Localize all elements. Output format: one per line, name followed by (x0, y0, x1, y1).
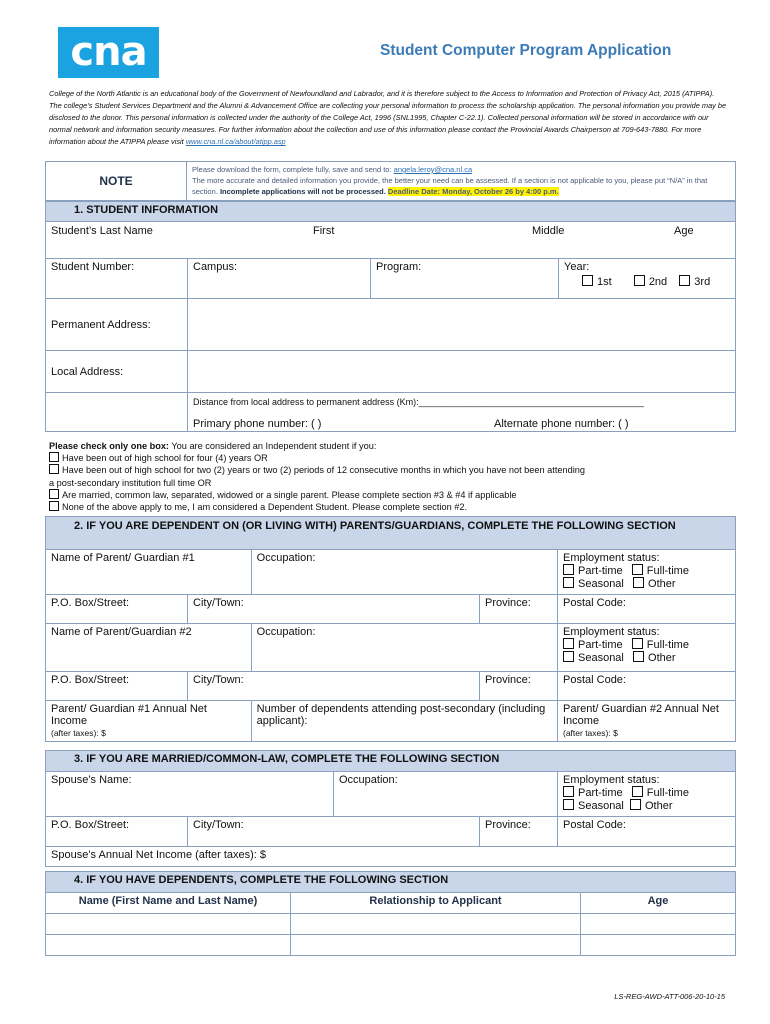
dependent-name-header: Name (First Name and Last Name) (46, 893, 291, 914)
option2-checkbox[interactable] (49, 464, 59, 474)
distance-field[interactable]: Distance from local address to permanent address (Km):_____________________________________________ (193, 397, 644, 407)
campus-label: Campus: (188, 259, 371, 299)
spouse-other-checkbox[interactable] (630, 799, 641, 810)
note-warning: Incomplete applications will not be processed. (219, 187, 386, 196)
option4-label: None of the above apply to me, I am considered a Dependent Student. Please complete section #2. (62, 502, 468, 513)
primary-phone-field[interactable]: Primary phone number: ( ) (193, 418, 322, 430)
spouse-seasonal-checkbox[interactable] (563, 799, 574, 810)
parent1-city-label: City/Town: (188, 595, 480, 624)
spouse-fulltime-checkbox[interactable] (632, 786, 643, 797)
parent2-province-label: Province: (480, 672, 558, 701)
dependents-label: Number of dependents attending post-secondary (including applicant): (251, 701, 557, 742)
parent2-parttime-checkbox[interactable] (563, 638, 574, 649)
option1-checkbox[interactable] (49, 452, 59, 462)
spouse-province-label: Province: (480, 817, 558, 847)
year3-label: 3rd (694, 276, 711, 288)
spouse-employment-label: Employment status: (563, 774, 660, 786)
note-box (45, 161, 736, 201)
local-address-label: Local Address: (46, 351, 188, 393)
parttime-label: Part-time (578, 787, 623, 799)
parent1-employment-label: Employment status: (563, 552, 660, 564)
fulltime-label: Full-time (646, 639, 689, 651)
parent1-postal-label: Postal Code: (558, 595, 736, 624)
checklist-lead: You are considered an Independent student if you: (171, 441, 377, 451)
year1-checkbox[interactable] (582, 275, 593, 286)
checklist-instruction: Please check only one box: (49, 441, 169, 451)
section4-title: 4. IF YOU HAVE DEPENDENTS, COMPLETE THE FOLLOWING SECTION (46, 872, 736, 893)
dependents-section (45, 871, 736, 956)
parent1-income-label: Parent/ Guardian #1 Annual Net Income (51, 703, 207, 727)
dependent-age-cell[interactable] (581, 935, 736, 956)
spouse-pobox-label: P.O. Box/Street: (46, 817, 188, 847)
dependent-relationship-header: Relationship to Applicant (291, 893, 581, 914)
year2-checkbox[interactable] (634, 275, 645, 286)
parent1-parttime-checkbox[interactable] (563, 564, 574, 575)
dependent-name-cell[interactable] (46, 935, 291, 956)
section2-title: 2. IF YOU ARE DEPENDENT ON (OR LIVING WITH) PARENTS/GUARDIANS, COMPLETE THE FOLLOWING SECTION (46, 517, 736, 550)
spouse-income-field[interactable]: Spouse’s Annual Net Income (after taxes): $ (46, 847, 736, 867)
permanent-address-field[interactable] (188, 299, 736, 351)
note-detail: The more accurate and detailed information you provide, the better your need can be assessed. If a section is not applicable to you, please put “N/A” in that section. (192, 176, 708, 196)
last-name-label: Student’s Last Name (51, 225, 153, 237)
dependent-relationship-cell[interactable] (291, 914, 581, 935)
option3-checkbox[interactable] (49, 489, 59, 499)
option4-checkbox[interactable] (49, 501, 59, 511)
year3-checkbox[interactable] (679, 275, 690, 286)
email-link[interactable]: angela.leroy@cna.nl.ca (393, 165, 473, 174)
parent1-seasonal-checkbox[interactable] (563, 577, 574, 588)
parent1-other-checkbox[interactable] (633, 577, 644, 588)
note-instruction: Please download the form, complete fully, save and send to: (192, 165, 392, 174)
dependent-relationship-cell[interactable] (291, 935, 581, 956)
privacy-notice (49, 88, 729, 148)
page-title: Student Computer Program Application (380, 42, 672, 59)
form-code: LS-REG-AWD-ATT-006-20-10-15 (614, 992, 725, 1001)
parent1-occupation-label: Occupation: (251, 550, 557, 595)
parent2-seasonal-checkbox[interactable] (563, 651, 574, 662)
option2-label: Have been out of high school for two (2) years or two (2) periods of 12 consecutive months in which you have not been attending (62, 465, 585, 476)
section3-title: 3. IF YOU ARE MARRIED/COMMON-LAW, COMPLETE THE FOLLOWING SECTION (46, 751, 736, 772)
dependent-age-header: Age (581, 893, 736, 914)
spouse-city-label: City/Town: (188, 817, 480, 847)
parent1-income-field[interactable]: (after taxes): $ (51, 728, 106, 738)
independence-checklist (49, 440, 739, 513)
year1-label: 1st (597, 276, 612, 288)
year-label: Year: (564, 261, 590, 273)
parent2-city-label: City/Town: (188, 672, 480, 701)
parent2-other-checkbox[interactable] (633, 651, 644, 662)
parent2-fulltime-checkbox[interactable] (632, 638, 643, 649)
fulltime-label: Full-time (646, 565, 689, 577)
year2-label: 2nd (648, 276, 668, 288)
parent2-income-field[interactable]: (after taxes): $ (563, 728, 618, 738)
parent2-name-label: Name of Parent/Guardian #2 (46, 624, 252, 672)
spouse-parttime-checkbox[interactable] (563, 786, 574, 797)
dependent-name-cell[interactable] (46, 914, 291, 935)
student-info-section (45, 201, 736, 432)
parttime-label: Part-time (578, 639, 623, 651)
option1-label: Have been out of high school for four (4) years OR (62, 453, 268, 464)
parents-section (45, 516, 736, 742)
first-name-label: First (313, 225, 335, 237)
spouse-postal-label: Postal Code: (558, 817, 736, 847)
privacy-text: College of the North Atlantic is an educational body of the Government of Newfoundland and Labrador, and it is therefore subject to the Access to Information and Protection of Privacy Act, 2015 (ATIPPA). The college’s Student Services Department and the Alumni & Advancement Office are collecting your personal information to process the scholarship application. The personal information you provide may be disclosed to the donor. This personal information is collected under the authority of the College Act, 1996 (SNL1995, Chapter C-22.1). Collected personal information will be stored in accordance with our normal network and information security measures. For further information about the collection and use of this information please contact the Provincial Awards Chairperson at 709-643-7880. For more information about the ATIPPA please visit (49, 89, 727, 147)
parent2-occupation-label: Occupation: (251, 624, 557, 672)
other-label: Other (645, 800, 673, 812)
parent1-fulltime-checkbox[interactable] (632, 564, 643, 575)
program-label: Program: (371, 259, 559, 299)
age-label: Age (674, 225, 694, 237)
middle-name-label: Middle (532, 225, 565, 237)
seasonal-label: Seasonal (578, 652, 624, 664)
parent2-employment-label: Employment status: (563, 626, 660, 638)
cna-logo: cna (58, 27, 159, 78)
parent1-province-label: Province: (480, 595, 558, 624)
student-number-label: Student Number: (46, 259, 188, 299)
parent2-income-label: Parent/ Guardian #2 Annual Net Income (563, 703, 719, 727)
spouse-occupation-label: Occupation: (334, 772, 558, 817)
spouse-section (45, 750, 736, 867)
option2-label-continued: a post-secondary institution full time OR (49, 477, 212, 488)
spouse-name-label: Spouse’s Name: (46, 772, 334, 817)
permanent-address-label: Permanent Address: (46, 299, 188, 351)
atipp-link[interactable]: www.cna.nl.ca/about/atipp.asp (185, 137, 286, 147)
note-label: NOTE (46, 162, 187, 201)
fulltime-label: Full-time (646, 787, 689, 799)
parent1-name-label: Name of Parent/ Guardian #1 (46, 550, 252, 595)
other-label: Other (648, 652, 676, 664)
other-label: Other (648, 578, 676, 590)
local-address-field[interactable] (188, 351, 736, 393)
parent2-postal-label: Postal Code: (558, 672, 736, 701)
deadline-text: Deadline Date: Monday, October 26 by 4:00 p.m. (387, 187, 559, 196)
parent1-pobox-label: P.O. Box/Street: (46, 595, 188, 624)
option3-label: Are married, common law, separated, widowed or a single parent. Please complete section #3 & #4 if applicable (62, 489, 517, 500)
parent2-pobox-label: P.O. Box/Street: (46, 672, 188, 701)
parttime-label: Part-time (578, 565, 623, 577)
seasonal-label: Seasonal (578, 578, 624, 590)
alternate-phone-field[interactable]: Alternate phone number: ( ) (494, 418, 629, 430)
seasonal-label: Seasonal (578, 800, 624, 812)
section1-title: 1. STUDENT INFORMATION (46, 202, 736, 222)
dependent-age-cell[interactable] (581, 914, 736, 935)
